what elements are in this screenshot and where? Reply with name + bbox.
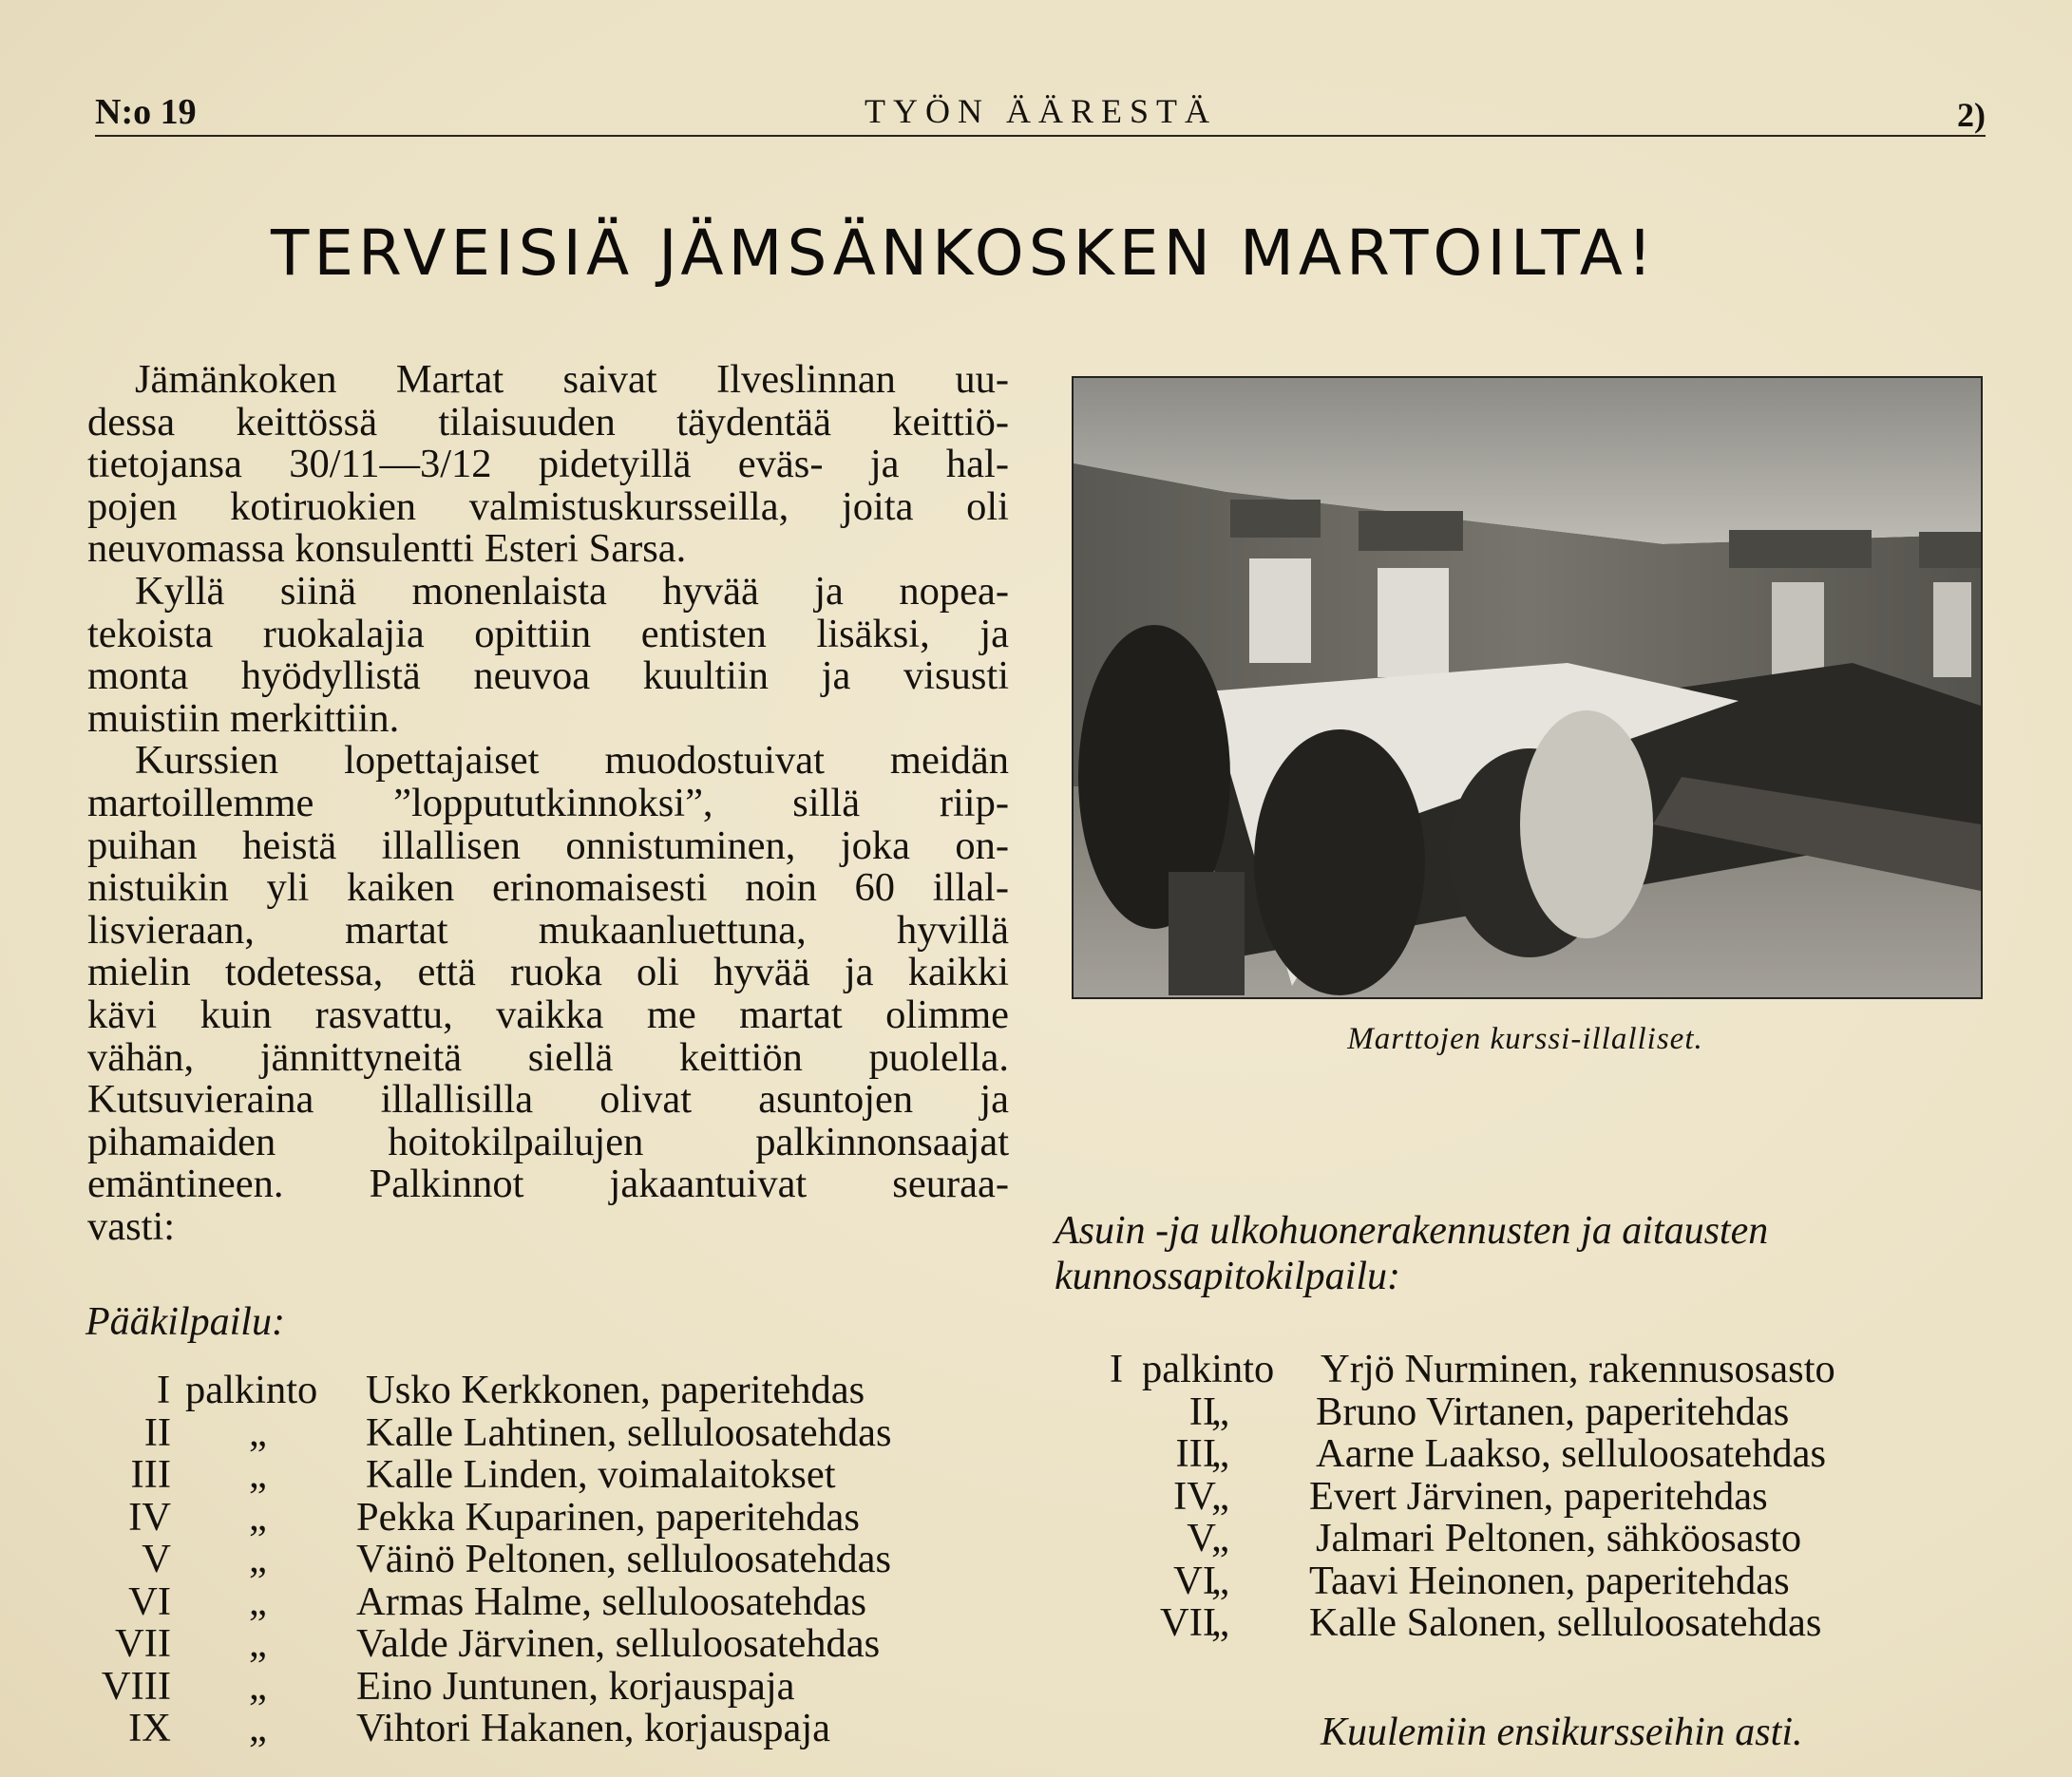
body-line: neuvomassa konsulentti Esteri Sarsa. — [87, 526, 687, 572]
prize-row — [1045, 1518, 1995, 1560]
prize-winner: Taavi Heinonen, paperitehdas — [1309, 1558, 1790, 1603]
prize-winner: Jalmari Peltonen, sähköosasto — [1316, 1516, 1802, 1560]
prize-rank: V — [1187, 1516, 1216, 1560]
prize-rank: IX — [128, 1706, 171, 1750]
page-number: 2) — [1957, 96, 1986, 134]
article-headline: TERVEISIÄ JÄMSÄNKOSKEN MARTOILTA! — [271, 217, 1658, 290]
main-competition-heading: Pääkilpailu: — [86, 1300, 285, 1344]
issue-number: N:o 19 — [95, 92, 197, 132]
prize-row — [0, 1539, 1026, 1581]
body-line: pojen kotiruokien valmistuskursseilla, joita oli — [87, 483, 1009, 529]
prize-row — [0, 1409, 1026, 1455]
body-line: lisvieraan, martat mukaanluettuna, hyvillä — [87, 907, 1009, 953]
dinner-photo-illustration — [1074, 378, 1981, 997]
dinner-photo — [1072, 376, 1983, 999]
header-rule — [95, 135, 1986, 137]
photo-caption: Marttojen kurssi-illalliset. — [1347, 1022, 1703, 1056]
prize-winner: Yrjö Nurminen, rakennusosasto — [1321, 1347, 1835, 1391]
prize-row — [0, 1494, 1026, 1540]
body-line: nistuikin yli kaiken erinomaisesti noin 60 illal- — [87, 865, 1009, 911]
prize-rank: II — [1188, 1389, 1216, 1434]
prize-rank: I — [1110, 1347, 1124, 1391]
ditto-mark: „ — [1211, 1600, 1229, 1645]
body-line: muistiin merkittiin. — [87, 695, 400, 741]
prize-row — [1045, 1349, 1995, 1391]
ditto-mark: „ — [249, 1621, 267, 1666]
body-line: dessa keittössä tilaisuuden täydentää keittiö- — [87, 399, 1009, 444]
body-line: monta hyödyllistä neuvoa kuultiin ja visusti — [87, 653, 1009, 699]
body-line: Kurssien lopettajaiset muodostuivat meidän — [135, 738, 1009, 784]
prize-rank: III — [130, 1452, 171, 1497]
body-line: mielin todetessa, että ruoka oli hyvää ja kaikki — [87, 950, 1009, 995]
prize-row — [0, 1708, 1026, 1750]
body-line: pihamaiden hoitokilpailujen palkinnonsaajat — [87, 1119, 1009, 1164]
prize-winner: Kalle Salonen, selluloosatehdas — [1309, 1600, 1822, 1645]
prize-row — [1045, 1560, 1995, 1603]
prize-rank: III — [1175, 1431, 1216, 1476]
main-competition-list — [0, 1370, 1026, 1750]
body-line: puihan heistä illallisen onnistuminen, joka on- — [87, 822, 1009, 868]
prize-rank: VI — [128, 1579, 171, 1624]
prize-word: palkinto — [1142, 1347, 1275, 1391]
prize-winner: Evert Järvinen, paperitehdas — [1309, 1473, 1768, 1519]
ditto-mark: „ — [249, 1452, 267, 1497]
ditto-mark: „ — [249, 1663, 267, 1709]
prize-winner: Valde Järvinen, selluloosatehdas — [356, 1621, 881, 1666]
ditto-mark: „ — [1211, 1389, 1229, 1434]
prize-row — [0, 1581, 1026, 1624]
prize-rank: II — [143, 1409, 171, 1455]
prize-winner: Pekka Kuparinen, paperitehdas — [356, 1494, 860, 1540]
prize-row — [1045, 1391, 1995, 1434]
prize-rank: V — [142, 1537, 171, 1581]
ditto-mark: „ — [249, 1579, 267, 1624]
prize-winner: Vihtori Hakanen, korjauspaja — [356, 1706, 831, 1750]
prize-rank: VI — [1173, 1558, 1216, 1603]
prize-row — [0, 1663, 1026, 1709]
body-line: tietojansa 30/11—3/12 pidetyillä eväs- ja hal- — [87, 442, 1009, 487]
prize-row — [1045, 1473, 1995, 1519]
heading-line: Asuin -ja ulkohuonerakennusten ja aitausten — [1055, 1209, 1769, 1253]
prize-row — [0, 1370, 1026, 1412]
body-line: Kyllä siinä monenlaista hyvää ja nopea- — [135, 568, 1009, 614]
prize-rank: I — [157, 1368, 171, 1412]
ditto-mark: „ — [1211, 1516, 1229, 1560]
prize-row — [0, 1623, 1026, 1666]
heading-line: kunnossapitokilpailu: — [1055, 1255, 1400, 1298]
closing-line: Kuulemiin ensikursseihin asti. — [1321, 1711, 1803, 1754]
body-line: vähän, jännittyneitä siellä keittiön puolella. — [87, 1034, 1009, 1080]
ditto-mark: „ — [249, 1494, 267, 1540]
prize-rank: VII — [115, 1621, 171, 1666]
prize-rank: IV — [1173, 1473, 1216, 1519]
ditto-mark: „ — [249, 1409, 267, 1455]
prize-winner: Eino Juntunen, korjauspaja — [356, 1663, 795, 1709]
prize-winner: Bruno Virtanen, paperitehdas — [1316, 1389, 1790, 1434]
prize-rank: VII — [1160, 1600, 1216, 1645]
article-body — [87, 359, 1009, 1248]
ditto-mark: „ — [249, 1706, 267, 1750]
prize-winner: Kalle Lahtinen, selluloosatehdas — [366, 1409, 892, 1455]
prize-row — [0, 1454, 1026, 1497]
body-line: martoillemme ”loppututkinnoksi”, sillä riip- — [87, 780, 1009, 825]
body-line: Kutsuvieraina illallisilla olivat asuntojen ja — [87, 1077, 1009, 1123]
prize-rank: IV — [128, 1494, 171, 1540]
prize-row — [1045, 1602, 1995, 1645]
body-line: kävi kuin rasvattu, vaikka me martat olimme — [87, 992, 1009, 1037]
building-competition-list — [1045, 1349, 1995, 1645]
running-header — [95, 82, 1986, 139]
prize-winner: Väinö Peltonen, selluloosatehdas — [356, 1537, 892, 1581]
body-line: Jämänkoken Martat saivat Ilveslinnan uu- — [135, 357, 1009, 402]
body-line: emäntineen. Palkinnot jakaantuivat seuraa- — [87, 1162, 1009, 1207]
prize-winner: Armas Halme, selluloosatehdas — [356, 1579, 867, 1624]
building-competition-heading — [1055, 1208, 1981, 1299]
prize-rank: VIII — [101, 1663, 171, 1709]
ditto-mark: „ — [1211, 1473, 1229, 1519]
body-line: vasti: — [87, 1203, 176, 1249]
prize-row — [1045, 1433, 1995, 1476]
ditto-mark: „ — [249, 1537, 267, 1581]
ditto-mark: „ — [1211, 1431, 1229, 1476]
body-line: tekoista ruokalajia opittiin entisten lisäksi, ja — [87, 611, 1009, 656]
prize-winner: Usko Kerkkonen, paperitehdas — [366, 1368, 865, 1412]
prize-winner: Aarne Laakso, selluloosatehdas — [1316, 1431, 1826, 1476]
running-title: TYÖN ÄÄRESTÄ — [865, 92, 1217, 130]
ditto-mark: „ — [1211, 1558, 1229, 1603]
prize-winner: Kalle Linden, voimalaitokset — [366, 1452, 836, 1497]
prize-word: palkinto — [185, 1368, 318, 1412]
